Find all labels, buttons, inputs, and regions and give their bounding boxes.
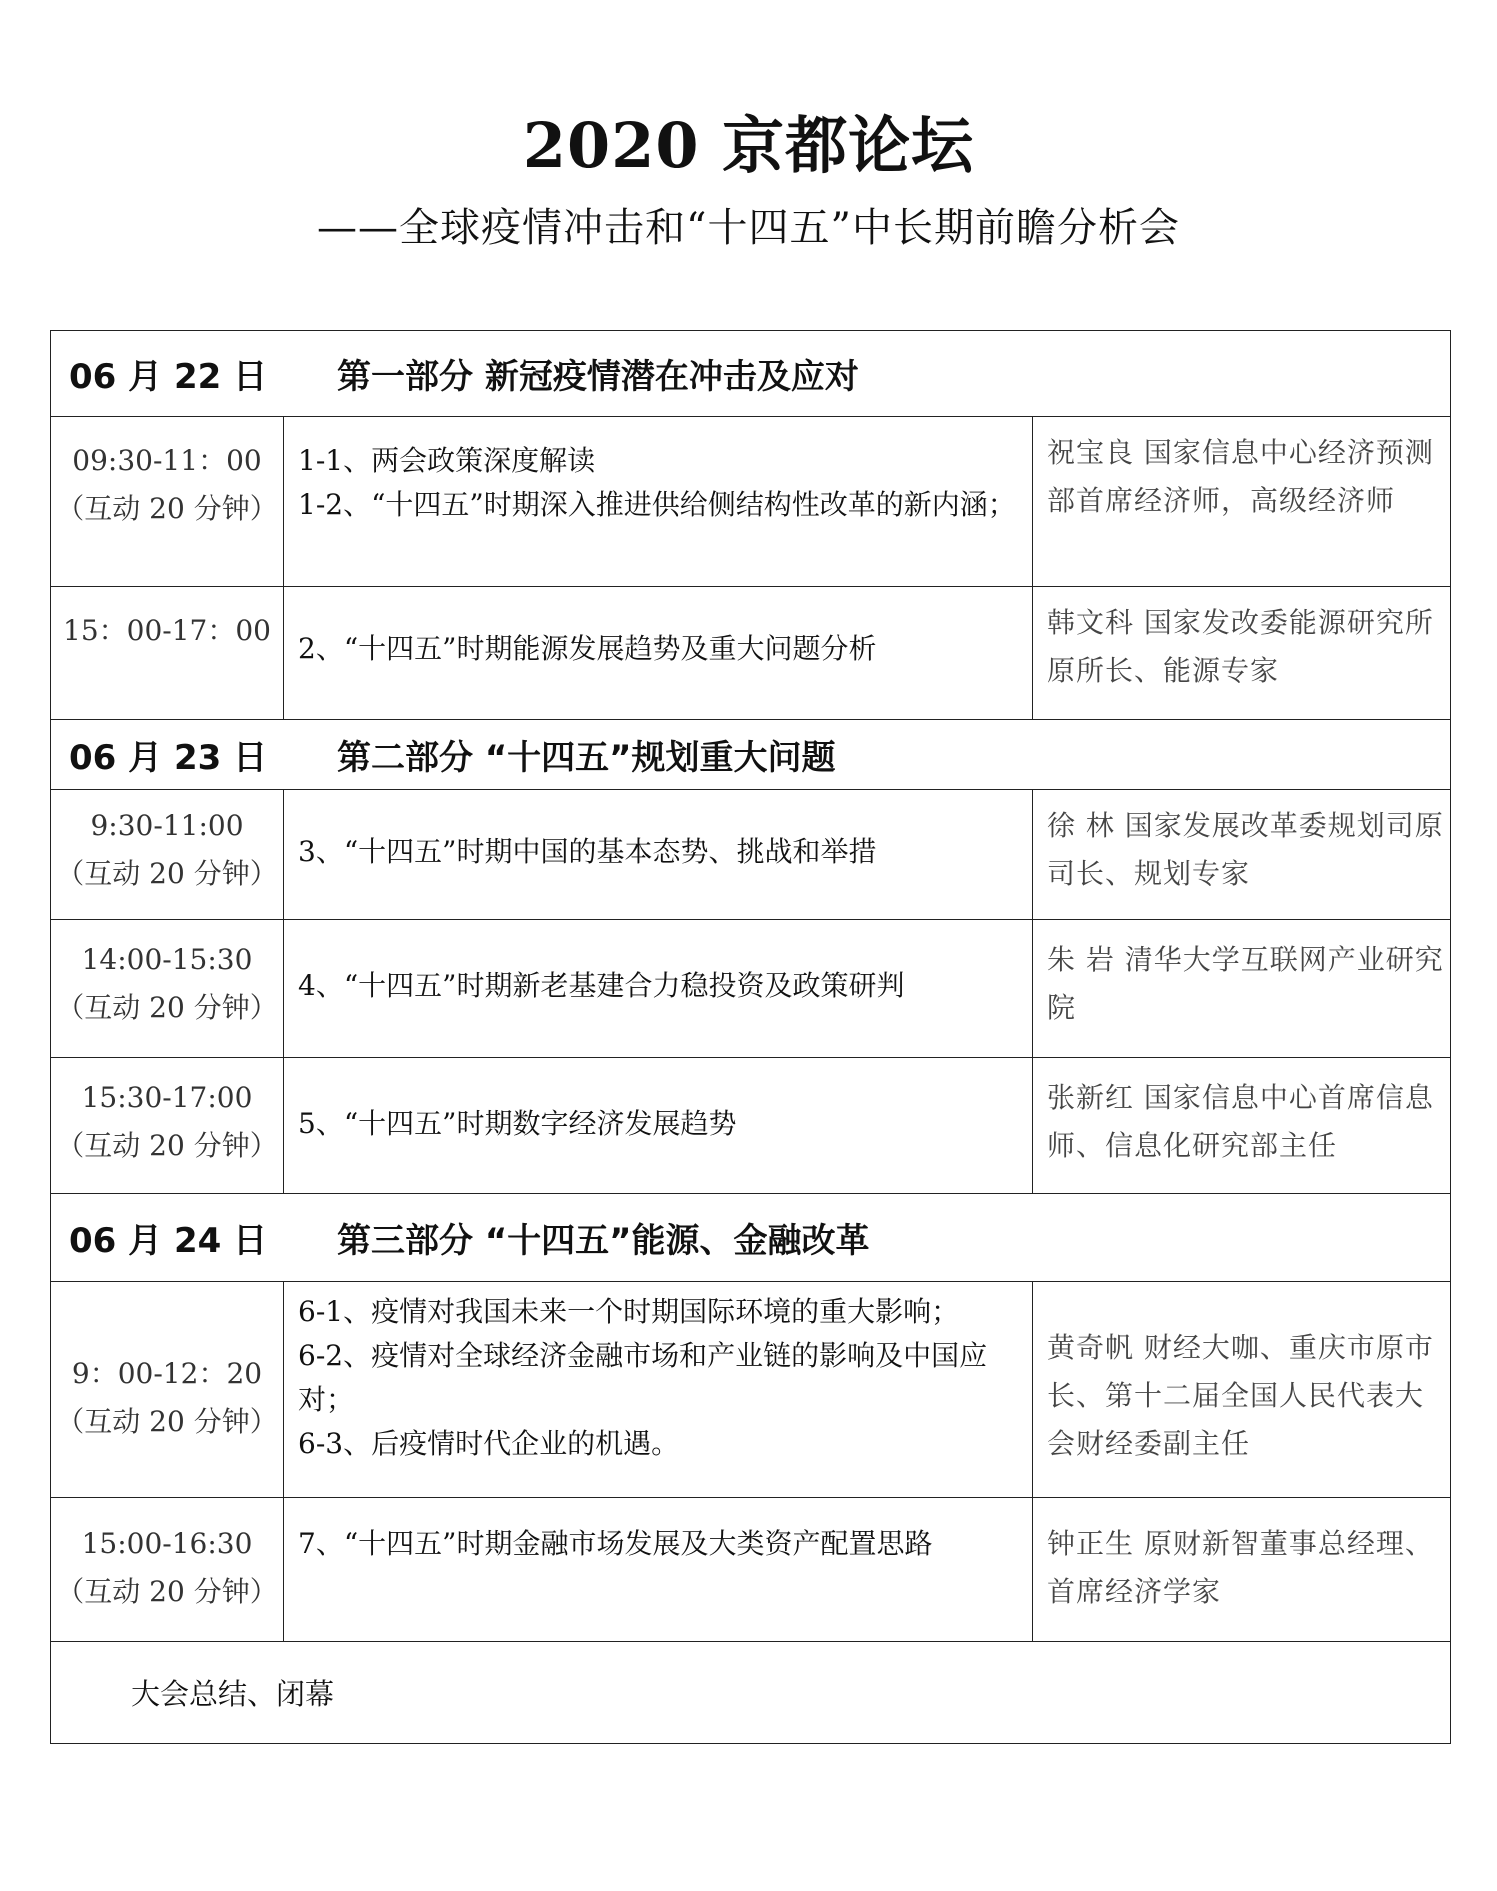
topic-item: 1-1、两会政策深度解读 [298,444,596,477]
speaker-cell: 祝宝良 国家信息中心经济预测部首席经济师，高级经济师 [1033,417,1451,587]
page-title: 2020 京都论坛 [522,109,975,182]
time-cell [51,1498,284,1642]
speaker-cell: 韩文科 国家发改委能源研究所原所长、能源专家 [1033,587,1451,720]
time-cell [51,1058,284,1194]
day-header-row [51,1194,1451,1282]
session-note: （互动 20 分钟） [56,1129,278,1162]
day-part-title: 第三部分 “十四五”能源、金融改革 [337,1221,870,1261]
day-date: 06 月 22 日 [69,357,268,397]
table-row [51,920,1451,1058]
topic-item: 6-1、疫情对我国未来一个时期国际环境的重大影响； [298,1295,960,1328]
topic-cell [284,417,1033,587]
topic-item: 1-2、“十四五”时期深入推进供给侧结构性改革的新内涵； [298,488,1016,521]
day-header-cell [51,1194,1451,1282]
topic-item: 2、“十四五”时期能源发展趋势及重大问题分析 [298,632,877,665]
page-subtitle: ——全球疫情冲击和“十四五”中长期前瞻分析会 [317,205,1180,251]
session-time: 15:00-16:30 [81,1527,253,1560]
session-note: （互动 20 分钟） [56,857,278,890]
day-part-title: 第一部分 新冠疫情潜在冲击及应对 [337,357,859,397]
speaker-cell: 朱 岩 清华大学互联网产业研究院 [1033,920,1451,1058]
speaker-cell: 钟正生 原财新智董事总经理、首席经济学家 [1033,1498,1451,1642]
session-note: （互动 20 分钟） [56,991,278,1024]
time-cell [51,920,284,1058]
session-time: 15:30-17:00 [81,1081,253,1114]
topic-item: 6-2、疫情对全球经济金融市场和产业链的影响及中国应对； [298,1339,988,1416]
table-row [51,1498,1451,1642]
session-time: 15：00-17：00 [63,614,271,647]
time-cell [51,1282,284,1498]
topic-item: 3、“十四五”时期中国的基本态势、挑战和举措 [298,835,877,868]
table-row [51,1058,1451,1194]
closing-row [51,1642,1451,1744]
table-row [51,1282,1451,1498]
topic-item: 5、“十四五”时期数字经济发展趋势 [298,1107,737,1140]
topic-cell [284,1282,1033,1498]
session-note: （互动 20 分钟） [56,1405,278,1438]
day-date: 06 月 24 日 [69,1221,268,1261]
topic-cell [284,790,1033,920]
day-header-row [51,331,1451,417]
topic-cell [284,1498,1033,1642]
session-time: 9：00-12：20 [71,1357,263,1390]
table-row [51,587,1451,720]
session-time: 9:30-11:00 [90,809,244,842]
topic-cell [284,920,1033,1058]
topic-cell [284,1058,1033,1194]
day-part-title: 第二部分 “十四五”规划重大问题 [337,738,836,778]
speaker-cell: 张新红 国家信息中心首席信息师、信息化研究部主任 [1033,1058,1451,1194]
time-cell [51,417,284,587]
topic-item: 4、“十四五”时期新老基建合力稳投资及政策研判 [298,969,905,1002]
schedule-table [50,330,1451,1744]
topic-item: 6-3、后疫情时代企业的机遇。 [298,1427,680,1460]
day-header-cell [51,720,1451,790]
session-note: （互动 20 分钟） [56,1575,278,1608]
topic-item: 7、“十四五”时期金融市场发展及大类资产配置思路 [298,1527,933,1560]
table-row [51,790,1451,920]
closing-cell: 大会总结、闭幕 [51,1642,1451,1744]
topic-cell [284,587,1033,720]
session-note: （互动 20 分钟） [56,492,278,525]
day-header-row [51,720,1451,790]
time-cell [51,790,284,920]
day-header-cell [51,331,1451,417]
day-date: 06 月 23 日 [69,738,268,778]
speaker-cell: 黄奇帆 财经大咖、重庆市原市长、第十二届全国人民代表大会财经委副主任 [1033,1282,1451,1498]
time-cell [51,587,284,720]
table-row [51,417,1451,587]
session-time: 09:30-11：00 [72,444,262,477]
session-time: 14:00-15:30 [81,943,253,976]
speaker-cell: 徐 林 国家发展改革委规划司原司长、规划专家 [1033,790,1451,920]
